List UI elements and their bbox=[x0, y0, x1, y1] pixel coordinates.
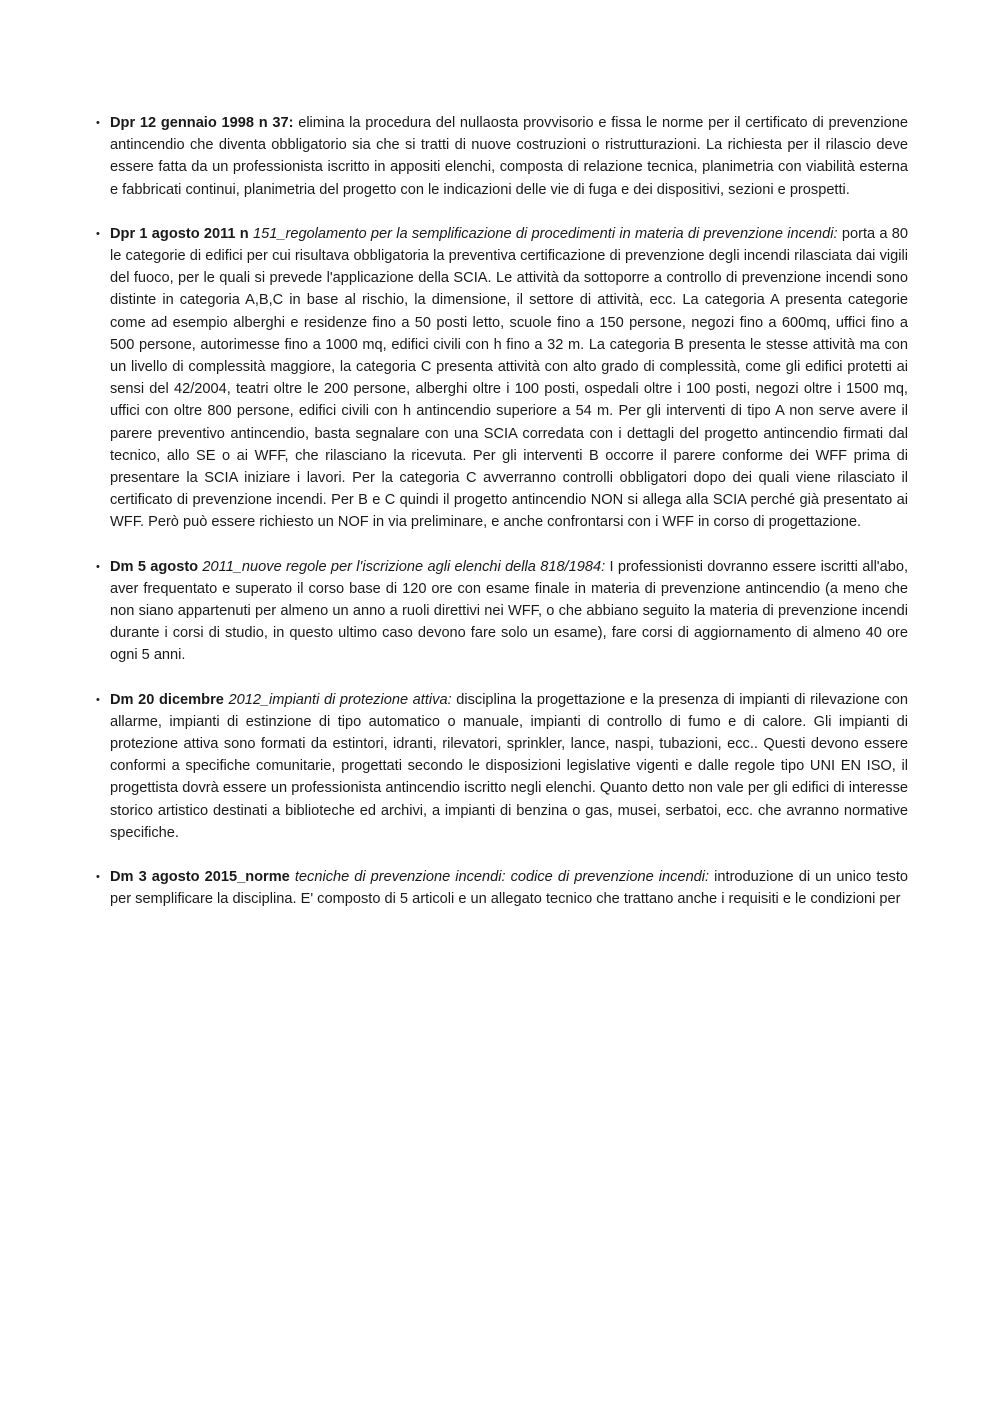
regulations-list bbox=[96, 112, 908, 933]
bullet-icon: • bbox=[96, 871, 100, 884]
item-subtitle: tecniche di prevenzione incendi: codice di prevenzione incendi: bbox=[289, 869, 710, 886]
item-body: elimina la procedura del nullaosta provvisorio e fissa le norme per il certificato di prevenzione antincendio che diventa obbligatorio sia che si tratti di nuove costruzioni o ristrutturazioni. La richiesta per il rilascio deve essere fatta da un professionista iscritto in appositi elenchi, composta di relazione tecnica, planimetria con viabilità esterna e fabbricati continui, planimetria del progetto con le indicazioni delle vie di fuga e dei dispositivi, sezioni e prospetti. bbox=[110, 115, 908, 198]
bullet-icon: • bbox=[96, 227, 100, 240]
item-heading: Dm 3 agosto 2015_norme bbox=[110, 869, 290, 886]
item-body: I professionisti dovranno essere iscritti all'abo, aver frequentato e superato il corso base di 120 ore con esame finale in materia di prevenzione antincendio (a meno che non siano appartenuti per almeno un anno a ruoli direttivi nei WFF, o che abbiano seguito la materia di prevenzione incendi durante i corsi di studio, in questo ultimo caso devono fare solo un esame), fare corsi di aggiornamento di almeno 40 ore ogni 5 anni. bbox=[110, 558, 908, 664]
bullet-icon: • bbox=[96, 117, 100, 129]
item-body: disciplina la progettazione e la presenza di impianti di rilevazione con allarme, impianti di estinzione di tipo automatico o manuale, impianti di controllo di fumo e di calore. Gli impianti di protezione attiva sono formati da estintori, idranti, rilevatori, sprinkler, lance, naspi, tubazioni, ecc.. Questi devono essere conformi a specifiche comunitarie, progettati secondo le disposizioni legislative vigenti e dalle regole tipo UNI EN ISO, il progettista dovrà essere un professionista antincendio iscritto negli elenchi. Quanto detto non vale per gli edifici di interesse storico artistico destinati a biblioteche ed archivi, a impianti di benzina o gas, musei, serbatoi, ecc. che avranno normative specifiche. bbox=[110, 691, 908, 841]
item-heading: Dm 20 dicembre bbox=[110, 691, 224, 708]
list-item bbox=[96, 112, 908, 201]
item-heading: Dpr 1 agosto 2011 n bbox=[110, 225, 249, 242]
item-subtitle: 151_regolamento per la semplificazione di procedimenti in materia di prevenzione incendi: bbox=[248, 225, 838, 242]
item-heading: Dm 5 agosto bbox=[110, 558, 199, 575]
item-heading: Dpr 12 gennaio 1998 n 37: bbox=[110, 115, 294, 131]
list-item bbox=[96, 223, 908, 534]
list-item bbox=[96, 866, 908, 910]
item-subtitle: 2012_impianti di protezione attiva: bbox=[223, 691, 452, 708]
bullet-icon: • bbox=[96, 560, 100, 573]
item-body: introduzione di un unico testo per semplificare la disciplina. E' composto di 5 articoli e un allegato tecnico che trattano anche i requisiti e le condizioni per bbox=[110, 869, 908, 908]
item-subtitle: 2011_nuove regole per l'iscrizione agli elenchi della 818/1984: bbox=[198, 558, 606, 575]
bullet-icon: • bbox=[96, 693, 100, 706]
list-item bbox=[96, 689, 908, 844]
list-item bbox=[96, 556, 908, 667]
item-body: porta a 80 le categorie di edifici per cui risultava obbligatoria la preventiva certificazione di prevenzione degli incendi rilasciata dai vigili del fuoco, per le quali si prevede l'applicazione della SCIA. Le attività da sottoporre a controllo di prevenzione incendi sono distinte in categoria A,B,C in base al rischio, la dimensione, il settore di attività, ecc. La categoria A presenta categorie come ad esempio alberghi e residenze fino a 50 posti letto, scuole fino a 150 persone, negozi fino a 600mq, uffici fino a 500 persone, autorimesse fino a 1000 mq, edifici civili con h fino a 32 m. La categoria B presenta le stesse attività ma con un livello di complessità maggiore, la categoria C presenta attività con alto grado di complessità, come gli edifici protetti ai sensi del 42/2004, teatri oltre le 200 persone, alberghi oltre i 100 posti, ospedali oltre i 100 posti, negozi oltre i 1500 mq, uffici con oltre 800 persone, edifici civili con h antincendio superiore a 54 m. Per gli interventi di tipo A non serve avere il parere preventivo antincendio, basta segnalare con una SCIA corredata con i dettagli del progetto antincendio firmati dal tecnico, allo SE o ai WFF, che rilasciano la ricevuta. Per gli interventi B occorre il parere conforme dei WFF prima di presentare la SCIA iniziare i lavori. Per la categoria C avverranno controlli obbligatori dopo dei quali viene rilasciato il certificato di prevenzione incendi. Per B e C quindi il progetto antincendio NON si allega alla SCIA perché già presentato ai WFF. Però può essere richiesto un NOF in via preliminare, e anche confrontarsi con i WFF in corso di progettazione. bbox=[110, 225, 909, 531]
